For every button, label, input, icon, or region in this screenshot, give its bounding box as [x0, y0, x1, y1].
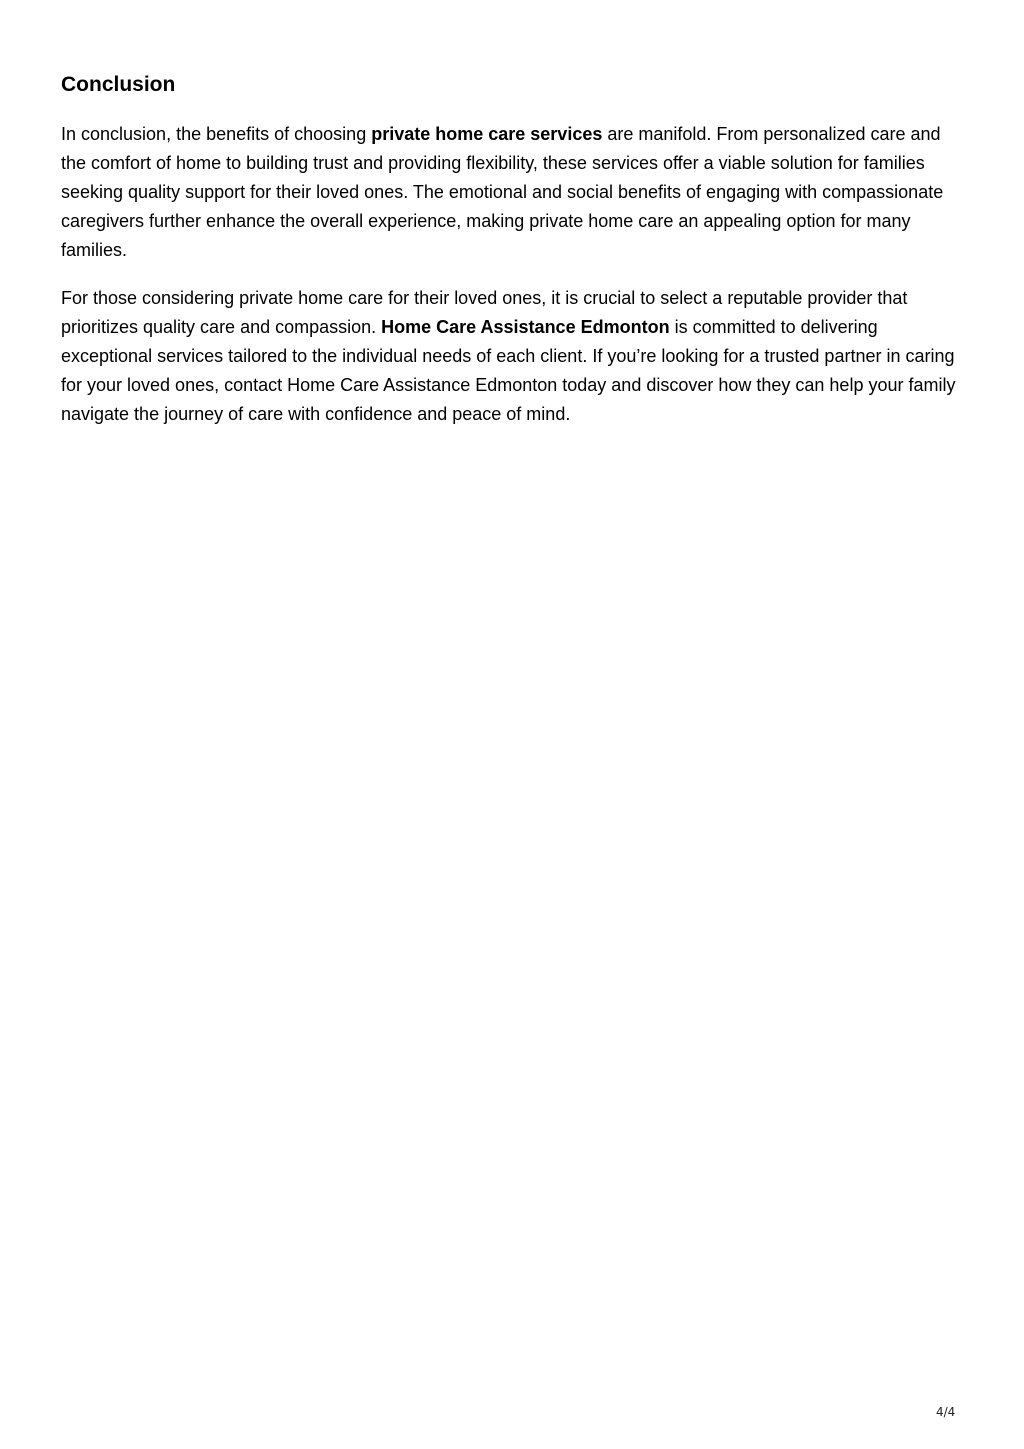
- paragraph-1-text-end: are manifold. From personalized care and the comfort of home to building trust and providing flexibility, these services offer a viable solution for families seeking quality support for their loved ones. The emotional and social benefits of engaging with compassionate caregivers further enhance the overall experience, making private home care an appealing option for many families.: [61, 124, 944, 260]
- paragraph-2-bold-phrase: Home Care Assistance Edmonton: [381, 317, 670, 337]
- section-heading: Conclusion: [61, 73, 176, 96]
- document-page: [61, 70, 961, 448]
- paragraph-2-text-start: For those considering private home care for their loved ones, it is crucial to select a reputable provider that prioritizes quality care and compassion.: [61, 288, 908, 337]
- conclusion-paragraph-2: [61, 284, 961, 429]
- paragraph-1-bold-phrase: private home care services: [371, 124, 603, 144]
- conclusion-paragraph-1: [61, 120, 961, 265]
- paragraph-2-text-end: is committed to delivering exceptional services tailored to the individual needs of each client. If you’re looking for a trusted partner in caring for your loved ones, contact Home Care Assistance Edmonton today and discover how they can help your family navigate the journey of care with confidence and peace of mind.: [61, 317, 956, 424]
- page-number: 4/4: [936, 1405, 956, 1419]
- paragraph-1-text-start: In conclusion, the benefits of choosing: [61, 124, 372, 144]
